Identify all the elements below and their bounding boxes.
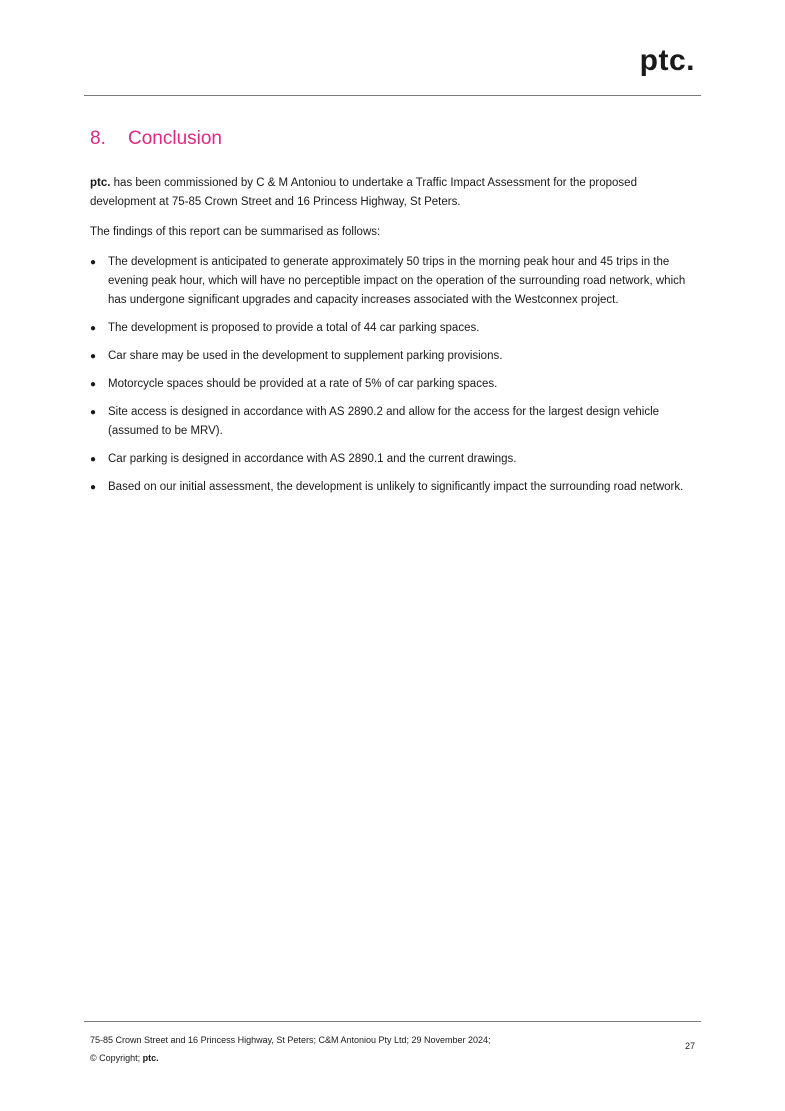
finding-text: Based on our initial assessment, the development is unlikely to significantly impact the surrounding road network.: [108, 481, 684, 493]
bullet-icon: ●: [90, 454, 97, 465]
ptc-logo: ptc.: [639, 44, 695, 77]
finding-item: [90, 403, 700, 441]
page-number: 27: [684, 1041, 695, 1051]
copyright-prefix: © Copyright;: [90, 1053, 143, 1063]
finding-text: Motorcycle spaces should be provided at a rate of 5% of car parking spaces.: [108, 378, 498, 390]
finding-text: The development is anticipated to generate approximately 50 trips in the morning peak hour and 45 trips in the evening peak hour, which will have no perceptible impact on the operation of the surrounding road network, which has undergone significant upgrades and capacity increases associated with the Westconnex project.: [108, 256, 686, 306]
intro-brand: ptc.: [90, 177, 111, 189]
finding-item: [90, 450, 700, 469]
footer-text: [90, 1031, 491, 1067]
finding-item: [90, 347, 700, 366]
intro-paragraph: [90, 174, 700, 212]
finding-item: [90, 478, 700, 497]
section-heading: [90, 128, 700, 150]
bullet-icon: ●: [90, 257, 97, 268]
bullet-icon: ●: [90, 379, 97, 390]
finding-text: Site access is designed in accordance with AS 2890.2 and allow for the access for the largest design vehicle (assumed to be MRV).: [108, 406, 660, 437]
finding-item: [90, 253, 700, 310]
footer-divider: [84, 1021, 701, 1022]
bullet-icon: ●: [90, 351, 97, 362]
bullet-icon: ●: [90, 407, 97, 418]
findings-list: [90, 253, 700, 497]
footer-line-1: 75-85 Crown Street and 16 Princess Highway, St Peters; C&M Antoniou Pty Ltd; 29 November 2024;: [90, 1035, 491, 1045]
section-title: Conclusion: [128, 128, 222, 149]
bullet-icon: ●: [90, 323, 97, 334]
finding-item: [90, 375, 700, 394]
finding-item: [90, 319, 700, 338]
summary-lead: The findings of this report can be summarised as follows:: [90, 226, 381, 238]
intro-text: has been commissioned by C & M Antoniou to undertake a Traffic Impact Assessment for the proposed development at 75-85 Crown Street and 16 Princess Highway, St Peters.: [90, 177, 637, 208]
finding-text: Car parking is designed in accordance with AS 2890.1 and the current drawings.: [108, 453, 517, 465]
finding-text: The development is proposed to provide a total of 44 car parking spaces.: [108, 322, 480, 334]
copyright-brand: ptc.: [142, 1053, 159, 1063]
bullet-icon: ●: [90, 482, 97, 493]
page-content: [90, 128, 700, 506]
section-number: 8.: [90, 128, 106, 149]
finding-text: Car share may be used in the development to supplement parking provisions.: [108, 350, 503, 362]
footer-copyright: [90, 1049, 491, 1067]
header-divider: [84, 95, 701, 96]
